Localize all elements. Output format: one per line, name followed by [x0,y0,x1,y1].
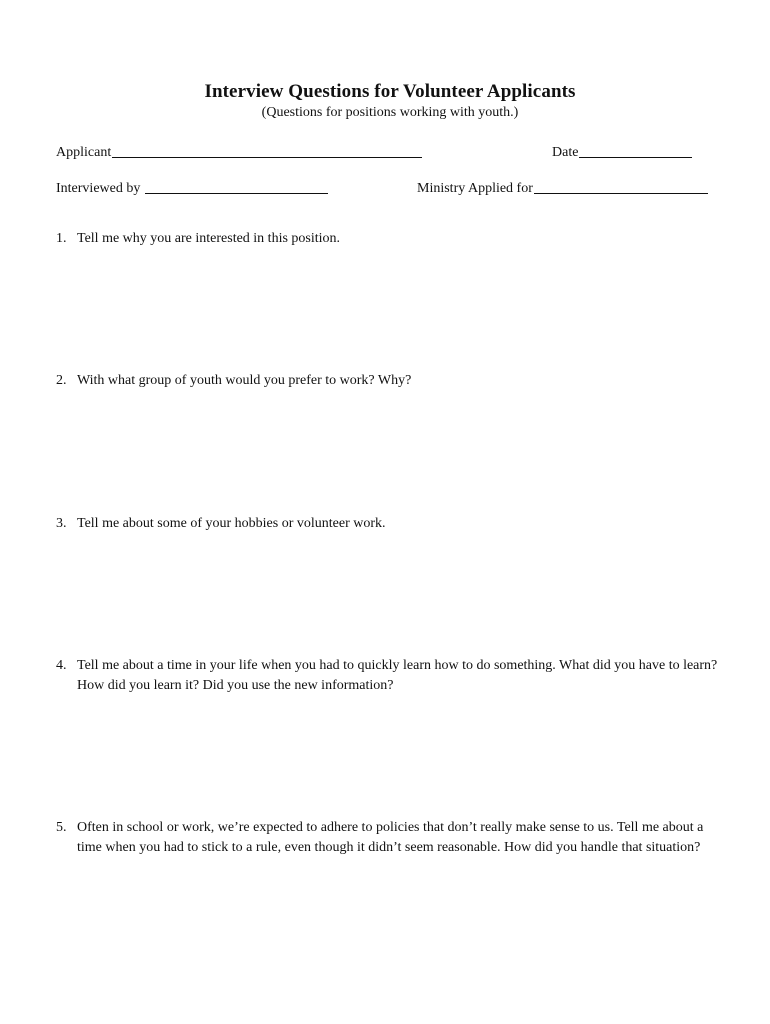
interviewed-by-label: Interviewed by [56,181,141,196]
question-number: 3. [56,516,67,531]
question-4 [56,656,726,696]
document-title: Interview Questions for Volunteer Applicants [204,81,576,102]
date-label: Date [552,145,579,160]
document-subtitle: (Questions for positions working with youth.) [261,105,519,120]
date-input-line[interactable] [579,143,692,158]
question-text: Tell me about some of your hobbies or volunteer work. [77,516,386,531]
applicant-label: Applicant [56,145,112,160]
question-number: 4. [56,658,67,673]
question-text: Tell me about a time in your life when you had to quickly learn how to do something. What did you have to learn? How did you learn it? Did you use the new information? [77,658,718,693]
ministry-applied-field[interactable] [417,177,708,197]
question-2 [56,371,726,391]
applicant-field[interactable] [56,141,422,161]
date-field[interactable] [552,141,692,161]
question-1 [56,229,726,249]
question-5 [56,818,726,858]
question-number: 5. [56,820,67,835]
interviewed-by-field[interactable] [56,177,328,197]
question-text: With what group of youth would you prefer to work? Why? [77,373,412,388]
question-3 [56,514,726,534]
applicant-input-line[interactable] [112,143,422,158]
interviewed-by-input-line[interactable] [145,179,328,194]
question-number: 1. [56,231,67,246]
question-number: 2. [56,373,67,388]
question-text: Often in school or work, we’re expected to adhere to policies that don’t really make sense to us. Tell me about a time when you had to stick to a rule, even though it didn’t seem reasonable. How did you handle that situation? [77,820,704,855]
ministry-applied-input-line[interactable] [534,179,708,194]
ministry-applied-label: Ministry Applied for [417,181,533,196]
question-text: Tell me why you are interested in this position. [77,231,341,246]
